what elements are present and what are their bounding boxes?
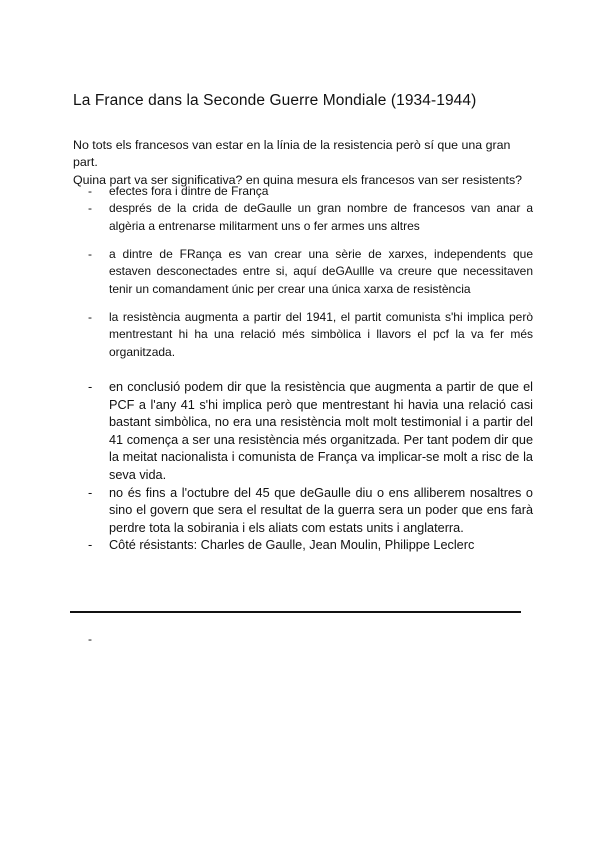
- intro-line-1: No tots els francesos van estar en la línia de la resistencia però sí que una gran part.: [73, 138, 511, 170]
- intro-paragraph: [73, 137, 533, 189]
- list-item: - després de la crida de deGaulle un gran nombre de francesos van anar a algèria a entrenarse militarment uns o fer armes uns altres: [88, 201, 533, 233]
- bullet-dash: -: [88, 380, 93, 394]
- bullet-dash: -: [88, 310, 92, 324]
- horizontal-rule: [70, 611, 521, 613]
- bullet-list-4: [73, 379, 533, 555]
- bullet-list-1: [73, 183, 533, 235]
- empty-bullet: -: [88, 632, 92, 646]
- list-item: - la resistència augmenta a partir del 1941, el partit comunista s'hi implica però mentrestant hi ha una relació més simbòlica i llavors el pcf la va fer més organitzada.: [88, 310, 533, 359]
- list-item: - en conclusió podem dir que la resistència que augmenta a partir de que el PCF a l'any 41 s'hi implica però que mentrestant hi havia una relació casi bastant simbòlica, no era una resistència molt molt testimonial i a partir del 41 comença a ser una resistència més organitzada. Per tant podem dir que la meitat nacionalista i comunista de França va implicar-se molt a risc de la seva vida.: [88, 380, 533, 482]
- bullet-list-2: [73, 246, 533, 298]
- bullet-dash: -: [88, 247, 92, 261]
- intro-line-2: Quina part va ser significativa? en quina mesura els francesos van ser resistents?: [73, 172, 523, 187]
- list-item: - Côté résistants: Charles de Gaulle, Jean Moulin, Philippe Leclerc: [73, 537, 533, 555]
- bullet-list-3: [73, 309, 533, 361]
- bullet-dash: -: [88, 538, 93, 553]
- list-item: - a dintre de FRança es van crear una sèrie de xarxes, independents que estaven desconectades entre si, aquí deGAullle va creure que necessitaven tenir un comandament únic per crear una única xarxa de resistència: [88, 247, 533, 296]
- list-item: - efectes fora i dintre de França: [73, 183, 533, 200]
- list-item: - no és fins a l'octubre del 45 que deGaulle diu o ens alliberem nosaltres o sino el govern que sera el resultat de la guerra sera un poder que ens farà perdre tota la sobirania i els aliats com estats units i anglaterra.: [88, 485, 533, 535]
- bullet-dash: -: [88, 201, 92, 216]
- page-title: La France dans la Seconde Guerre Mondiale (1934-1944): [73, 92, 477, 109]
- bullet-dash: -: [88, 184, 92, 198]
- bullet-dash: -: [88, 485, 93, 500]
